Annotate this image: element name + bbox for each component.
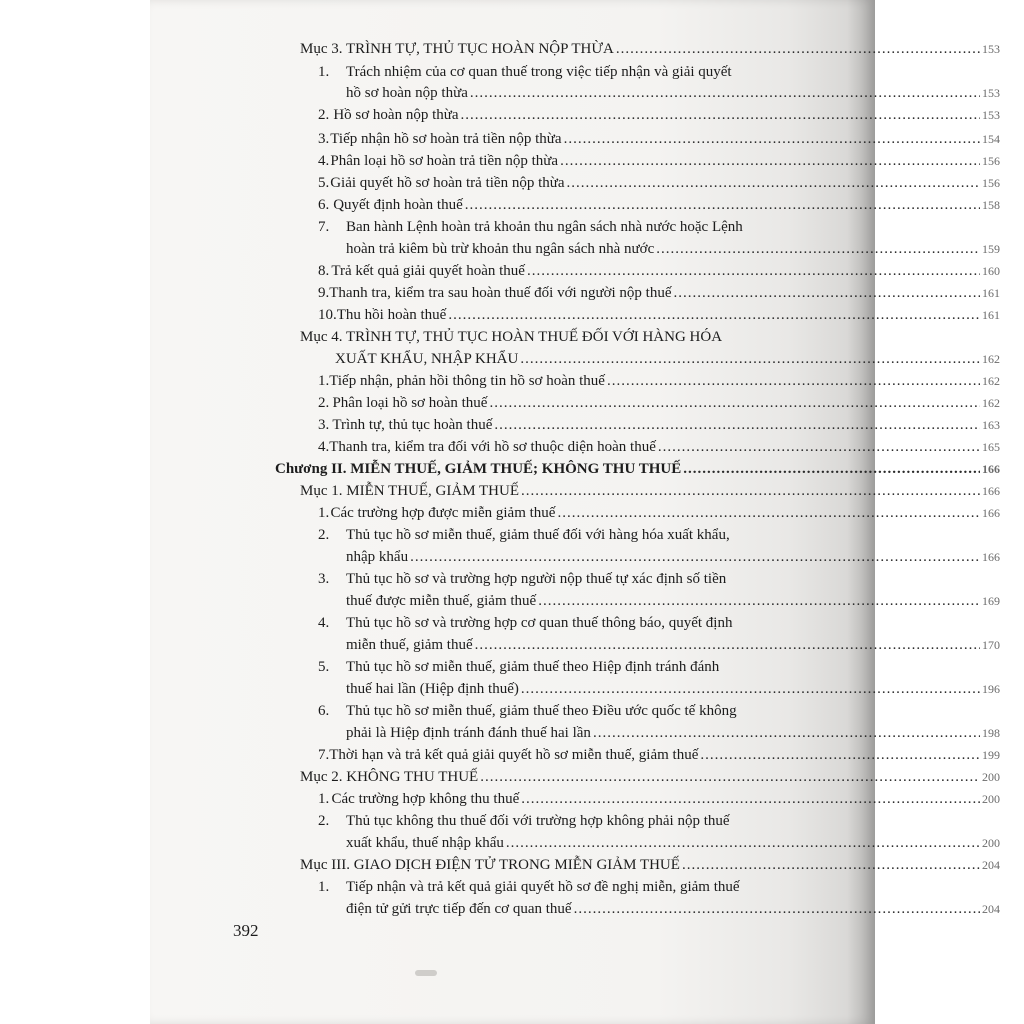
toc-leader bbox=[520, 350, 980, 368]
toc-item-title: Phân loại hồ sơ hoàn thuế bbox=[332, 395, 488, 411]
toc-chapter-title: Chương II. MIỄN THUẾ, GIẢM THUẾ; KHÔNG THU THUẾ bbox=[275, 461, 682, 477]
toc-leader bbox=[557, 504, 980, 522]
scan-smudge bbox=[415, 970, 437, 976]
toc-page-number: 159 bbox=[982, 242, 1000, 256]
toc-item-title-line2: nhập khẩu bbox=[346, 549, 409, 565]
toc-leader bbox=[538, 592, 980, 610]
toc-page-number: 198 bbox=[982, 726, 1000, 740]
toc-item bbox=[318, 63, 732, 81]
toc-item-title: Phân loại hồ sơ hoàn trả tiền nộp thừa bbox=[330, 153, 559, 169]
toc-leader bbox=[480, 768, 980, 786]
toc-item bbox=[318, 130, 1000, 148]
toc-item-continuation bbox=[346, 84, 1000, 102]
toc-section-continuation bbox=[335, 350, 1000, 368]
toc-leader bbox=[593, 724, 980, 742]
toc-leader bbox=[616, 40, 980, 58]
toc-item-continuation bbox=[346, 680, 1000, 698]
toc-section-title: Mục III. GIAO DỊCH ĐIỆN TỬ TRONG MIỄN GIẢM THUẾ bbox=[300, 857, 680, 873]
toc-page-number: 154 bbox=[982, 132, 1000, 146]
toc-item-number: 4. bbox=[318, 153, 330, 169]
toc-item bbox=[318, 106, 1000, 124]
toc-item-number: 4. bbox=[318, 615, 330, 631]
toc-item bbox=[318, 526, 730, 544]
toc-item-title: Trả kết quả giải quyết hoàn thuế bbox=[331, 263, 525, 279]
toc-page-number: 204 bbox=[982, 858, 1000, 872]
toc-item bbox=[318, 614, 732, 632]
toc-item-title: Thủ tục hồ sơ và trường hợp cơ quan thuế thông báo, quyết định bbox=[346, 615, 733, 631]
toc-leader bbox=[461, 106, 980, 124]
toc-leader bbox=[527, 262, 980, 280]
toc-item-number: 1. bbox=[318, 791, 330, 807]
toc-leader bbox=[410, 548, 980, 566]
toc-item-title: Ban hành Lệnh hoàn trả khoản thu ngân sách nhà nước hoặc Lệnh bbox=[346, 219, 743, 235]
toc-section bbox=[300, 768, 1000, 786]
toc-leader bbox=[470, 84, 980, 102]
toc-page-number: 204 bbox=[982, 902, 1000, 916]
toc-leader bbox=[465, 196, 980, 214]
toc-leader bbox=[506, 834, 980, 852]
toc-page-number: 200 bbox=[982, 836, 1000, 850]
toc-leader bbox=[494, 416, 980, 434]
toc-item-number: 2. bbox=[318, 395, 330, 411]
toc-item-title: Thủ tục hồ sơ và trường hợp người nộp thuế tự xác định số tiền bbox=[346, 571, 727, 587]
toc-item-continuation bbox=[346, 900, 1000, 918]
toc-item bbox=[318, 262, 1000, 280]
toc-item-title: Quyết định hoàn thuế bbox=[333, 197, 463, 213]
toc-item-title: Trách nhiệm của cơ quan thuế trong việc tiếp nhận và giải quyết bbox=[346, 64, 732, 80]
toc-page-number: 169 bbox=[982, 594, 1000, 608]
toc-item-title: Thủ tục hồ sơ miễn thuế, giảm thuế theo Điều ước quốc tế không bbox=[346, 703, 737, 719]
toc-page-number: 161 bbox=[982, 286, 1000, 300]
toc-item-title-line2: thuế được miễn thuế, giảm thuế bbox=[346, 593, 537, 609]
toc-section-title: Mục 2. KHÔNG THU THUẾ bbox=[300, 769, 479, 785]
toc-item-title-line2: hồ sơ hoàn nộp thừa bbox=[346, 85, 468, 101]
toc-item bbox=[318, 174, 1000, 192]
toc-item-number: 6. bbox=[318, 197, 330, 213]
toc-item-title: Thủ tục hồ sơ miễn thuế, giảm thuế đối với hàng hóa xuất khẩu, bbox=[346, 527, 730, 543]
toc-item-title: Các trường hợp được miễn giảm thuế bbox=[330, 505, 556, 521]
toc-page-number: 200 bbox=[982, 792, 1000, 806]
toc-chapter bbox=[275, 460, 1000, 478]
toc-item bbox=[318, 394, 1000, 412]
toc-page-number: 170 bbox=[982, 638, 1000, 652]
toc-item-number: 9. bbox=[318, 285, 330, 301]
toc-item-number: 1. bbox=[318, 64, 330, 80]
toc-item-number: 2. bbox=[318, 527, 330, 543]
toc-item-title: Thủ tục hồ sơ miễn thuế, giảm thuế theo Hiệp định tránh đánh bbox=[346, 659, 720, 675]
toc-page-number: 166 bbox=[982, 462, 1000, 476]
toc-leader bbox=[658, 438, 980, 456]
toc-leader bbox=[567, 174, 980, 192]
toc-section bbox=[300, 482, 1000, 500]
toc-item-continuation bbox=[346, 834, 1000, 852]
toc-page-number: 156 bbox=[982, 154, 1000, 168]
toc-leader bbox=[682, 856, 980, 874]
toc-page-number: 163 bbox=[982, 418, 1000, 432]
toc-section bbox=[300, 328, 722, 346]
toc-item-title-line2: hoàn trả kiêm bù trừ khoản thu ngân sách nhà nước bbox=[346, 241, 655, 257]
toc-item-continuation bbox=[346, 548, 1000, 566]
toc-item-title: Thu hồi hoàn thuế bbox=[336, 307, 447, 323]
toc-item bbox=[318, 504, 1000, 522]
toc-item-number: 3. bbox=[318, 571, 330, 587]
toc-page-number: 200 bbox=[982, 770, 1000, 784]
toc-leader bbox=[521, 790, 980, 808]
toc-item-title: Tiếp nhận, phản hồi thông tin hồ sơ hoàn thuế bbox=[329, 373, 605, 389]
toc-item-title: Giải quyết hồ sơ hoàn trả tiền nộp thừa bbox=[330, 175, 565, 191]
toc-section bbox=[300, 40, 1000, 58]
toc-section bbox=[300, 856, 1000, 874]
toc-page-number: 166 bbox=[982, 484, 1000, 498]
toc-item-number: 5. bbox=[318, 659, 330, 675]
toc-item bbox=[318, 812, 730, 830]
toc-page-number: 166 bbox=[982, 550, 1000, 564]
toc-item-number: 7. bbox=[318, 747, 330, 763]
toc-item-title: Các trường hợp không thu thuế bbox=[331, 791, 520, 807]
toc-page-number: 162 bbox=[982, 352, 1000, 366]
toc-item-continuation bbox=[346, 592, 1000, 610]
toc-page-number: 162 bbox=[982, 396, 1000, 410]
toc-leader bbox=[521, 680, 980, 698]
toc-leader bbox=[700, 746, 980, 764]
toc-leader bbox=[574, 900, 980, 918]
toc-item-title: Tiếp nhận hồ sơ hoàn trả tiền nộp thừa bbox=[330, 131, 562, 147]
toc-item-title: Thanh tra, kiểm tra đối với hồ sơ thuộc diện hoàn thuế bbox=[329, 439, 656, 455]
toc-leader bbox=[564, 130, 980, 148]
toc-page-number: 153 bbox=[982, 108, 1000, 122]
toc-item bbox=[318, 702, 737, 720]
toc-item bbox=[318, 416, 1000, 434]
toc-item-title-line2: thuế hai lần (Hiệp định thuế) bbox=[346, 681, 519, 697]
toc-item bbox=[318, 438, 1000, 456]
toc-item bbox=[318, 218, 743, 236]
toc-item bbox=[318, 570, 726, 588]
toc-item-number: 2. bbox=[318, 813, 330, 829]
toc-item-number: 10. bbox=[318, 307, 337, 323]
toc-section-title: Mục 4. TRÌNH TỰ, THỦ TỤC HOÀN THUẾ ĐỐI VỚI HÀNG HÓA bbox=[300, 329, 723, 345]
toc-leader bbox=[560, 152, 980, 170]
toc-section-title: Mục 1. MIỄN THUẾ, GIẢM THUẾ bbox=[300, 483, 520, 499]
toc-item bbox=[318, 878, 740, 896]
toc-leader bbox=[607, 372, 980, 390]
toc-leader bbox=[656, 240, 980, 258]
toc-item-number: 5. bbox=[318, 175, 330, 191]
toc-page-number: 162 bbox=[982, 374, 1000, 388]
toc-item bbox=[318, 196, 1000, 214]
toc-item-continuation bbox=[346, 240, 1000, 258]
toc-item bbox=[318, 152, 1000, 170]
toc-item-title: Hồ sơ hoàn nộp thừa bbox=[333, 107, 459, 123]
toc-page-number: 153 bbox=[982, 86, 1000, 100]
toc-item-title-line2: phải là Hiệp định tránh đánh thuế hai lần bbox=[346, 725, 591, 741]
toc-item-title: Thanh tra, kiểm tra sau hoàn thuế đối với người nộp thuế bbox=[329, 285, 672, 301]
toc-page-number: 196 bbox=[982, 682, 1000, 696]
table-of-contents bbox=[150, 0, 1000, 1024]
toc-item-number: 7. bbox=[318, 219, 330, 235]
toc-leader bbox=[521, 482, 980, 500]
toc-page-number: 153 bbox=[982, 42, 1000, 56]
toc-item-number: 2. bbox=[318, 107, 330, 123]
toc-item-number: 1. bbox=[318, 505, 330, 521]
toc-page-number: 156 bbox=[982, 176, 1000, 190]
toc-page-number: 161 bbox=[982, 308, 1000, 322]
toc-item bbox=[318, 284, 1000, 302]
toc-item-number: 3. bbox=[318, 417, 330, 433]
toc-item-number: 3. bbox=[318, 131, 330, 147]
toc-item-number: 6. bbox=[318, 703, 330, 719]
scan-margin-left bbox=[0, 0, 150, 1024]
toc-item-title: Thời hạn và trả kết quả giải quyết hồ sơ miễn thuế, giảm thuế bbox=[329, 747, 699, 763]
toc-page-number: 160 bbox=[982, 264, 1000, 278]
toc-section-title-line2: XUẤT KHẨU, NHẬP KHẨU bbox=[335, 351, 519, 367]
toc-item-title-line2: xuất khẩu, thuế nhập khẩu bbox=[346, 835, 504, 851]
toc-page-number: 166 bbox=[982, 506, 1000, 520]
toc-item-title: Trình tự, thủ tục hoàn thuế bbox=[332, 417, 493, 433]
toc-item bbox=[318, 306, 1000, 324]
toc-leader bbox=[683, 460, 980, 478]
toc-item-title: Thủ tục không thu thuế đối với trường hợp không phải nộp thuế bbox=[346, 813, 730, 829]
toc-item-number: 1. bbox=[318, 879, 330, 895]
toc-item-continuation bbox=[346, 724, 1000, 742]
toc-item-title-line2: điện tử gửi trực tiếp đến cơ quan thuế bbox=[346, 901, 572, 917]
toc-item-number: 8. bbox=[318, 263, 330, 279]
toc-leader bbox=[475, 636, 980, 654]
toc-leader bbox=[448, 306, 980, 324]
toc-item bbox=[318, 746, 1000, 764]
toc-page-number: 158 bbox=[982, 198, 1000, 212]
toc-page-number: 199 bbox=[982, 748, 1000, 762]
toc-item bbox=[318, 372, 1000, 390]
toc-item-continuation bbox=[346, 636, 1000, 654]
toc-item-title-line2: miễn thuế, giảm thuế bbox=[346, 637, 473, 653]
toc-leader bbox=[489, 394, 980, 412]
toc-page-number: 165 bbox=[982, 440, 1000, 454]
toc-item-number: 4. bbox=[318, 439, 330, 455]
toc-item bbox=[318, 790, 1000, 808]
toc-item-title: Tiếp nhận và trả kết quả giải quyết hồ sơ đề nghị miễn, giảm thuế bbox=[346, 879, 740, 895]
page-number: 392 bbox=[233, 921, 259, 940]
toc-item bbox=[318, 658, 719, 676]
toc-section-title: Mục 3. TRÌNH TỰ, THỦ TỤC HOÀN NỘP THỪA bbox=[300, 41, 614, 57]
toc-item-number: 1. bbox=[318, 373, 330, 389]
toc-leader bbox=[674, 284, 980, 302]
